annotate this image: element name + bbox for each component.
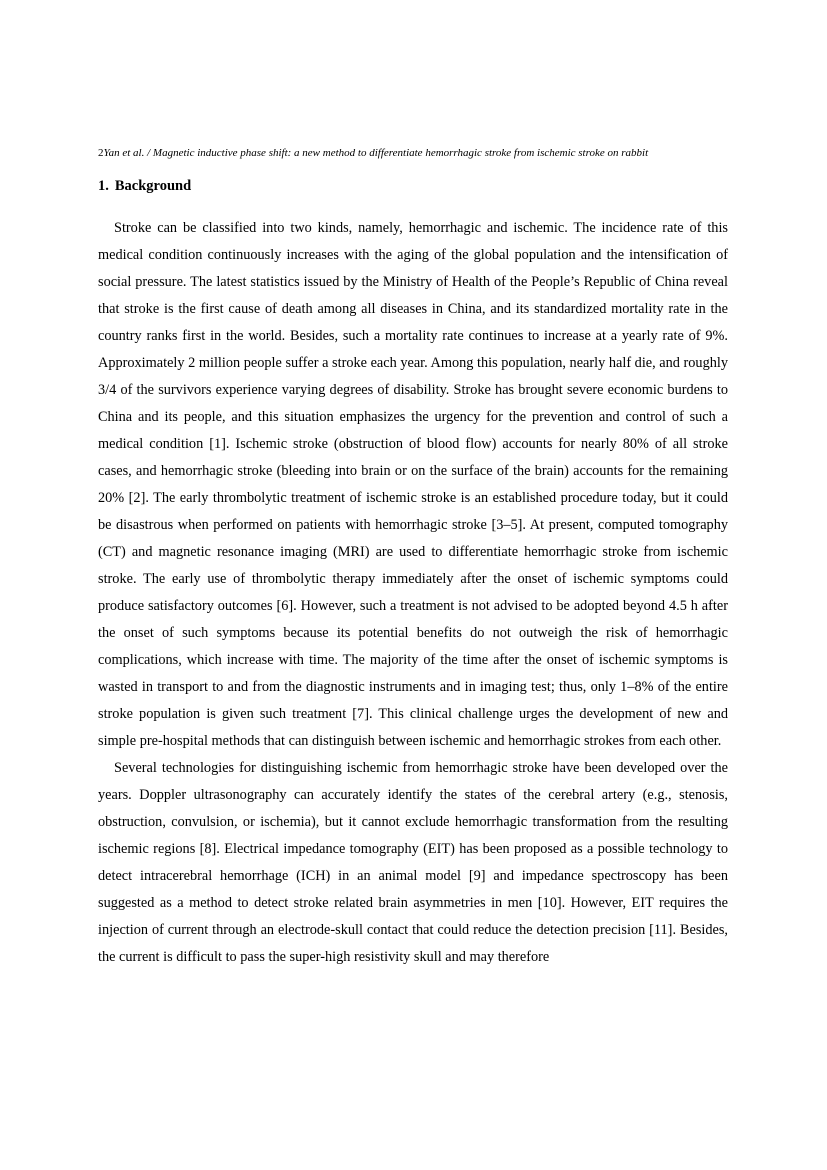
section-title: Background bbox=[114, 178, 192, 194]
paragraph: Stroke can be classified into two kinds, namely, hemorrhagic and ischemic. The incidence rate of this medical condition continuously increases with the aging of the global population and the intensification of social pressure. The latest statistics issued by the Ministry of Health of the People’s Republic of China reveal that stroke is the first cause of death among all diseases in China, and its standardized mortality rate in the country ranks first in the world. Besides, such a mortality rate continues to increase at a yearly rate of 9%. Approximately 2 million people suffer a stroke each year. Among this population, nearly half die, and roughly 3/4 of the survivors experience varying degrees of disability. Stroke has brought severe economic burdens to China and its people, and this situation emphasizes the urgency for the prevention and control of such a medical condition [1]. Ischemic stroke (obstruction of blood flow) accounts for nearly 80% of all stroke cases, and hemorrhagic stroke (bleeding into brain or on the surface of the brain) accounts for the remaining 20% [2]. The early thrombolytic treatment of ischemic stroke is an established procedure today, but it could be disastrous when performed on patients with hemorrhagic stroke [3–5]. At present, computed tomography (CT) and magnetic resonance imaging (MRI) are used to differentiate hemorrhagic stroke from ischemic stroke. The early use of thrombolytic therapy immediately after the onset of ischemic symptoms could produce satisfactory outcomes [6]. However, such a treatment is not advised to be adopted beyond 4.5 h after the onset of such symptoms because its potential benefits do not outweigh the risk of hemorrhagic complications, which increase with time. The majority of the time after the onset of ischemic symptoms is wasted in transport to and from the diagnostic instruments and in imaging test; thus, only 1–8% of the entire stroke population is given such treatment [7]. This clinical challenge urges the development of new and simple pre-hospital methods that can distinguish between ischemic and hemorrhagic strokes from each other. bbox=[98, 220, 728, 749]
running-head-separator: / bbox=[144, 147, 153, 159]
paragraph: Several technologies for distinguishing ischemic from hemorrhagic stroke have been developed over the years. Doppler ultrasonography can accurately identify the states of the cerebral artery (e.g., stenosis, obstruction, convulsion, or ischemia), but it cannot exclude hemorrhagic transformation from the resulting ischemic regions [8]. Electrical impedance tomography (EIT) has been proposed as a possible technology to detect intracerebral hemorrhage (ICH) in an animal model [9] and impedance spectroscopy has been suggested as a method to detect stroke related brain asymmetries in men [10]. However, EIT requires the injection of current through an electrode-skull contact that could reduce the detection precision [11]. Besides, the current is difficult to pass the super-high resistivity skull and may therefore bbox=[98, 760, 728, 965]
section-number: 1. bbox=[98, 178, 109, 194]
body-text bbox=[98, 215, 728, 971]
section-heading bbox=[98, 176, 191, 196]
page-number: 2 bbox=[98, 147, 104, 159]
running-head-authors: Yan et al. bbox=[103, 147, 145, 159]
running-head-title: Magnetic inductive phase shift: a new method to differentiate hemorrhagic stroke from ischemic stroke on rabbit bbox=[152, 147, 649, 159]
running-head bbox=[98, 145, 738, 161]
